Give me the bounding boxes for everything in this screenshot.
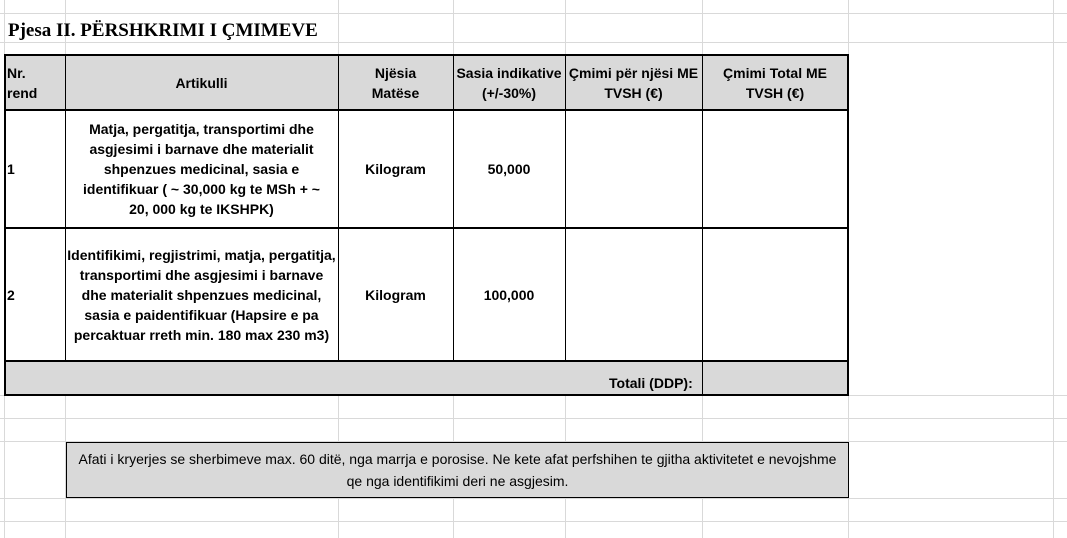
total-row[interactable]	[4, 361, 702, 395]
header-sasia[interactable]: Sasia indikative (+/-30%)	[453, 55, 565, 110]
row2-cmimi-total[interactable]	[702, 228, 848, 361]
header-cmimi-total[interactable]: Çmimi Total ME TVSH (€)	[702, 55, 848, 110]
total-label: Totali (DDP):	[609, 375, 693, 391]
row1-cmimi-njesi[interactable]	[565, 110, 702, 228]
row2-nr[interactable]: 2	[7, 286, 15, 303]
row1-artikulli[interactable]: Matja, pergatitja, transportimi dhe asgjesimi i barnave dhe materialit shpenzues medicinal, sasia e identifikuar ( ~ 30,000 kg te MSh + ~ 20, 000 kg te IKSHPK)	[83, 121, 320, 217]
total-value[interactable]	[702, 361, 848, 395]
header-nr[interactable]: Nr. rend	[4, 55, 65, 110]
row1-cmimi-total[interactable]	[702, 110, 848, 228]
row1-nr[interactable]: 1	[7, 161, 15, 177]
row1-njesia[interactable]: Kilogram	[365, 161, 426, 177]
page-title: Pjesa II. PËRSHKRIMI I ÇMIMEVE	[8, 20, 318, 41]
row2-artikulli[interactable]: Identifikimi, regjistrimi, matja, pergatitja, transportimi dhe asgjesimi i barnave dhe materialit shpenzues medicinal, sasia e paidentifikuar (Hapsire e pa percaktuar rreth min. 180 max 230 m3)	[67, 246, 336, 343]
row2-sasia[interactable]: 100,000	[483, 286, 535, 303]
row2-cmimi-njesi[interactable]	[565, 228, 702, 361]
delivery-note[interactable]: Afati i kryerjes se sherbimeve max. 60 ditë, nga marrja e porosise. Ne kete afat perfshihen te gjitha aktivitetet e nevojshme qe nga identifikimi deri ne asgjesim.	[66, 442, 849, 498]
header-artikulli[interactable]: Artikulli	[65, 55, 338, 110]
row1-sasia[interactable]: 50,000	[487, 161, 531, 177]
header-cmimi-njesi[interactable]: Çmimi për njësi ME TVSH (€)	[565, 55, 702, 110]
header-njesia[interactable]: Njësia Matëse	[338, 55, 453, 110]
row2-njesia[interactable]: Kilogram	[365, 286, 426, 303]
